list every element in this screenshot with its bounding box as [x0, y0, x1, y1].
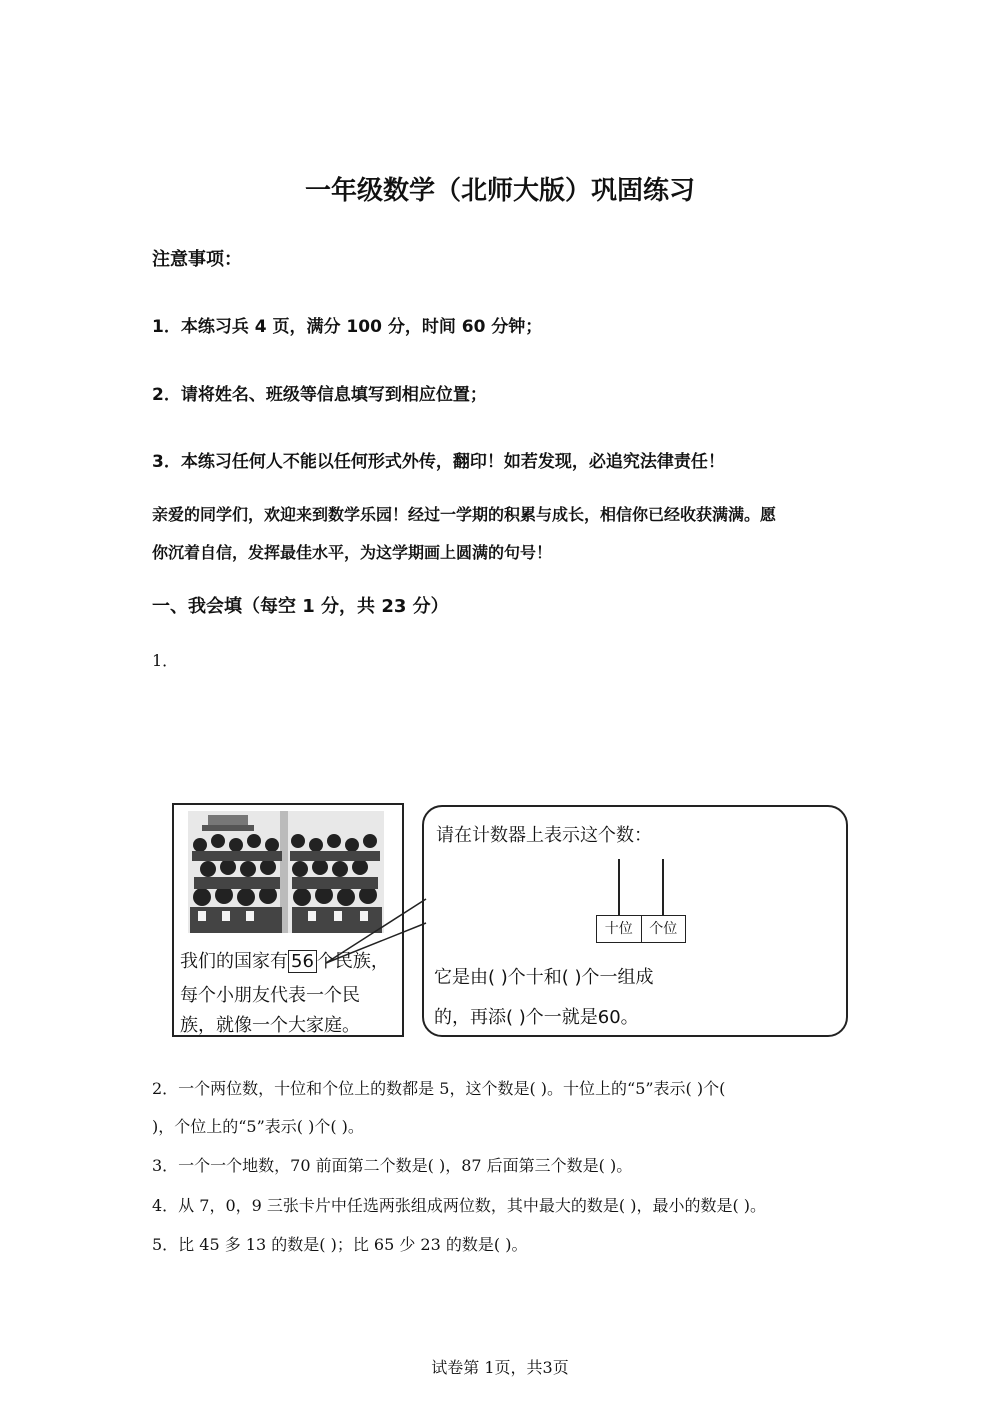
- notice-item-1: 1．本练习兵 4 页，满分 100 分，时间 60 分钟；: [152, 317, 543, 337]
- tens-label: 十位: [604, 921, 633, 937]
- question-3: 3．一个一个地数，70 前面第二个数是( )，87 后面第三个数是( )。: [152, 1156, 633, 1175]
- bubble-line-2: 的，再添( )个一就是60。: [434, 1007, 639, 1028]
- highlighted-number-56: 56: [288, 950, 317, 973]
- tens-rod[interactable]: [618, 859, 620, 915]
- question-2-line-1: 2．一个两位数，十位和个位上的数都是 5，这个数是( )。十位上的“5”表示( )个(: [152, 1079, 726, 1098]
- ones-label: 个位: [641, 916, 686, 942]
- question-4: 4．从 7，0，9 三张卡片中任选两张组成两位数，其中最大的数是( )，最小的数是( )。: [152, 1196, 767, 1215]
- bubble-line-1: 它是由( )个十和( )个一组成: [434, 967, 654, 988]
- place-value-labels: [596, 915, 686, 943]
- speech-pointer: [322, 893, 432, 973]
- page-title: 一年级数学（北师大版）巩固练习: [304, 176, 695, 206]
- notice-heading: 注意事项：: [152, 249, 242, 270]
- notice-item-2: 2．请将姓名、班级等信息填写到相应位置；: [152, 385, 487, 405]
- question-2-line-2: )，个位上的“5”表示( )个( )。: [152, 1117, 364, 1136]
- notice-item-3: 3．本练习任何人不能以任何形式外传，翻印！如若发现，必追究法律责任！: [152, 452, 725, 472]
- caption-line-2: 每个小朋友代表一个民: [180, 985, 360, 1006]
- question-1-figure: [172, 803, 850, 1043]
- caption-suffix: 个民族，: [316, 951, 389, 972]
- question-1-number: 1．: [152, 651, 179, 670]
- counting-frame[interactable]: [596, 859, 688, 949]
- intro-line-2: 你沉着自信，发挥最佳水平，为这学期画上圆满的句号！: [152, 543, 553, 562]
- page-footer: 试卷第 1页，共3页: [431, 1358, 569, 1377]
- caption-prefix: 我们的国家有: [180, 951, 288, 972]
- caption-line-3: 族，就像一个大家庭。: [180, 1015, 360, 1036]
- speech-bubble: [422, 805, 848, 1037]
- question-5: 5．比 45 多 13 的数是( )；比 65 少 23 的数是( )。: [152, 1235, 528, 1254]
- intro-line-1: 亲爱的同学们，欢迎来到数学乐园！经过一学期的积累与成长，相信你已经收获满满。愿: [152, 505, 777, 524]
- bubble-title: 请在计数器上表示这个数：: [436, 825, 652, 846]
- section-heading: 一、我会填（每空 1 分，共 23 分）: [152, 596, 449, 617]
- ones-rod[interactable]: [662, 859, 664, 915]
